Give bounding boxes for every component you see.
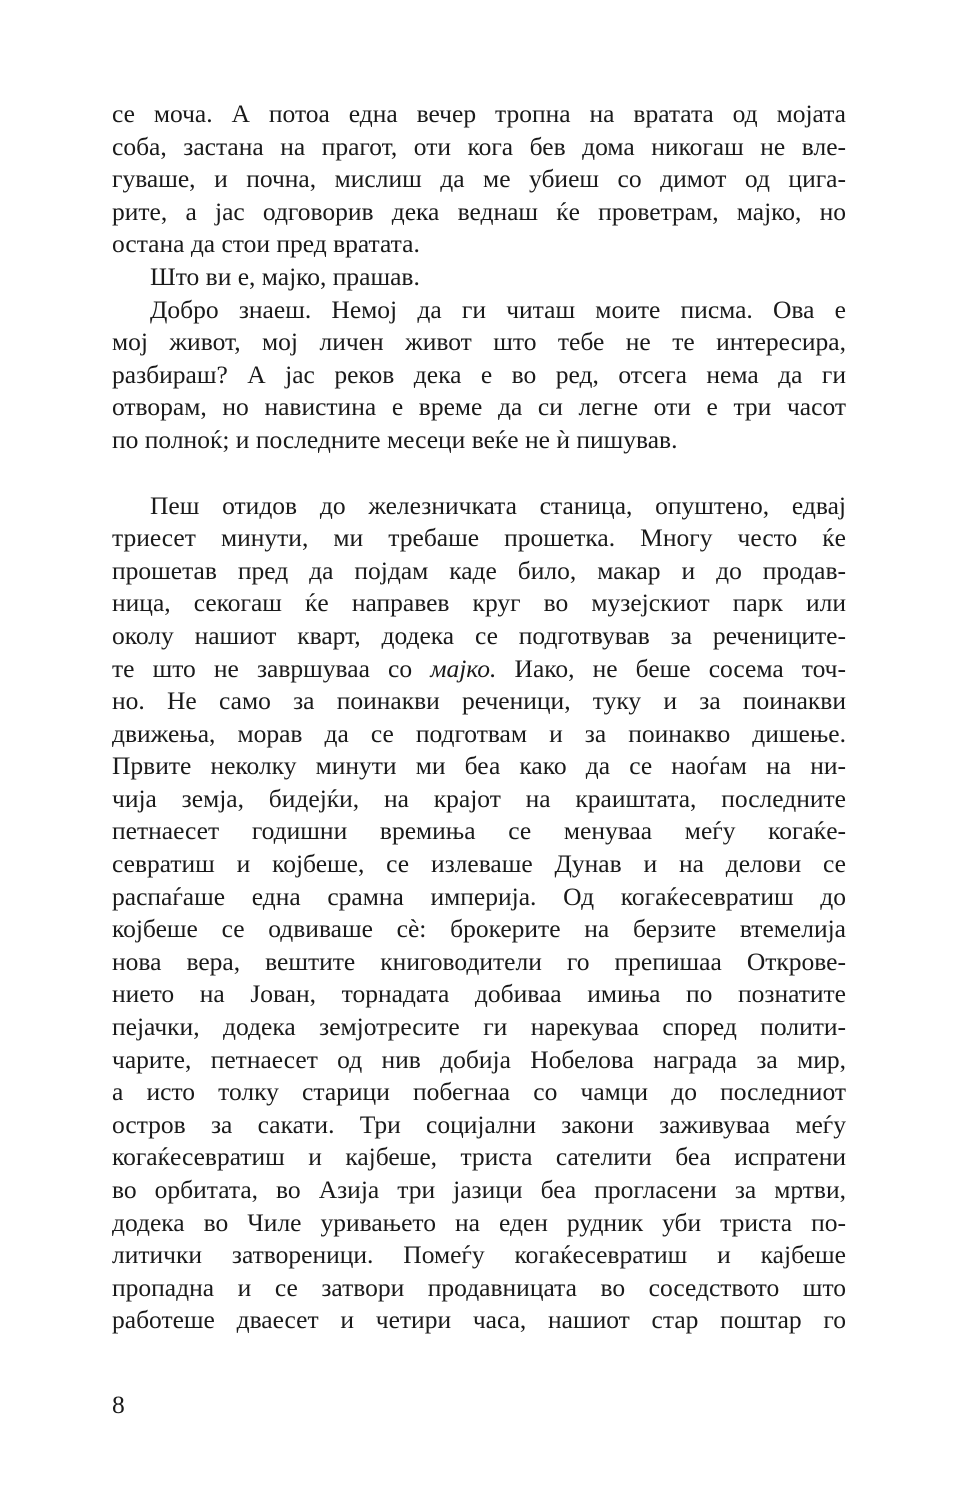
line-text-after: Иако, не беше сосема точ- <box>496 653 846 683</box>
text-line: нова вера, вештите книговодители го препишаа Открове- <box>112 946 846 976</box>
text-line: триесет минути, ми требаше прошетка. Многу често ќе <box>112 523 846 553</box>
text-line: рите, а јас одговорив дека веднаш ќе проветрам, мајко, но <box>112 196 846 226</box>
text-line: нието на Јован, торнадата добиваа имиња по познатите <box>112 979 846 1009</box>
text-line: севратиш и којбеше, се излеваше Дунав и на делови се <box>112 849 846 879</box>
paragraph-4 <box>112 490 846 1337</box>
text-line: когаќесевратиш и кајбеше, триста сателити беа испратени <box>112 1142 846 1172</box>
italic-word: мајко. <box>430 653 497 683</box>
text-line: литички затвореници. Помеѓу когаќесевратиш и кајбеше <box>112 1240 846 1270</box>
text-line: во орбитата, во Азија три јазици беа прогласени за мртви, <box>112 1175 846 1204</box>
text-line: движења, морав да се подготвам и за поинакво дишење. <box>112 718 846 748</box>
text-line: мој живот, мој личен живот што тебе не те интересира, <box>112 327 846 357</box>
paragraph-1 <box>112 98 846 261</box>
text-line: околу нашиот кварт, додека се подготвував за речениците- <box>112 620 846 650</box>
text-line: се моча. А потоа една вечер тропна на вратата од мојата <box>112 99 846 128</box>
section-break <box>112 457 846 490</box>
text-line: Добро знаеш. Немој да ги читаш моите писма. Ова е <box>150 294 846 324</box>
text-line: Што ви е, мајко, прашав. <box>150 261 420 291</box>
text-line: пејачки, додека земјотресите ги нарекуваа според полити- <box>112 1012 846 1042</box>
text-line: остров за сакати. Три социјални закони заживуваа меѓу <box>112 1109 846 1139</box>
text-line: прошетав пред да појдам каде било, макар и до продав- <box>112 555 846 585</box>
text-line: но. Не само за поинакви реченици, туку и за поинакви <box>112 686 846 716</box>
text-line: гуваше, и почна, мислиш да ме убиеш со димот од цига- <box>112 164 846 194</box>
text-line: чија земја, бидејќи, на крајот на краиштата, последните <box>112 783 846 813</box>
text-line: Првите неколку минути ми беа како да се наоѓам на ни- <box>112 751 846 781</box>
text-line: додека во Чиле уривањето на еден рудник уби триста по- <box>112 1207 846 1237</box>
text-line: по полноќ; и последните месеци веќе не ѝ пишував. <box>112 424 678 454</box>
text-line: пропадна и се затвори продавницата во соседството што <box>112 1272 846 1302</box>
text-line: распаѓаше една срамна империја. Од когаќесевратиш до <box>112 881 846 911</box>
line-text-before: те што не завршуваа со <box>112 653 431 683</box>
book-page-text <box>112 98 846 1337</box>
text-line: ница, секогаш ќе направев круг во музејскиот парк или <box>112 588 846 618</box>
text-line: разбираш? А јас реков дека е во ред, отсега нема да ги <box>112 359 846 389</box>
text-line: којбеше се одвиваше сè: брокерите на берзите втемелија <box>112 914 846 944</box>
text-line: а исто толку старици побегнаа со чамци до последниот <box>112 1077 846 1107</box>
text-line: петнаесет годишни времиња се менуваа меѓу когаќе- <box>112 816 846 846</box>
text-line: соба, застана на прагот, оти кога бев дома никогаш не вле- <box>112 131 846 161</box>
paragraph-3 <box>112 294 846 457</box>
paragraph-2 <box>112 261 846 294</box>
text-line: остана да стои пред вратата. <box>112 229 420 259</box>
page-number: 8 <box>112 1390 125 1419</box>
text-line: Пеш отидов до железничката станица, опуштено, едвај <box>150 490 846 520</box>
text-line: чарите, петнаесет од нив добија Нобелова награда за мир, <box>112 1044 846 1074</box>
text-line-with-italic <box>112 653 846 686</box>
text-line: работеше дваесет и четири часа, нашиот стар поштар го <box>112 1305 846 1335</box>
text-line: отворам, но навистина е време да си легне оти е три часот <box>112 392 846 422</box>
